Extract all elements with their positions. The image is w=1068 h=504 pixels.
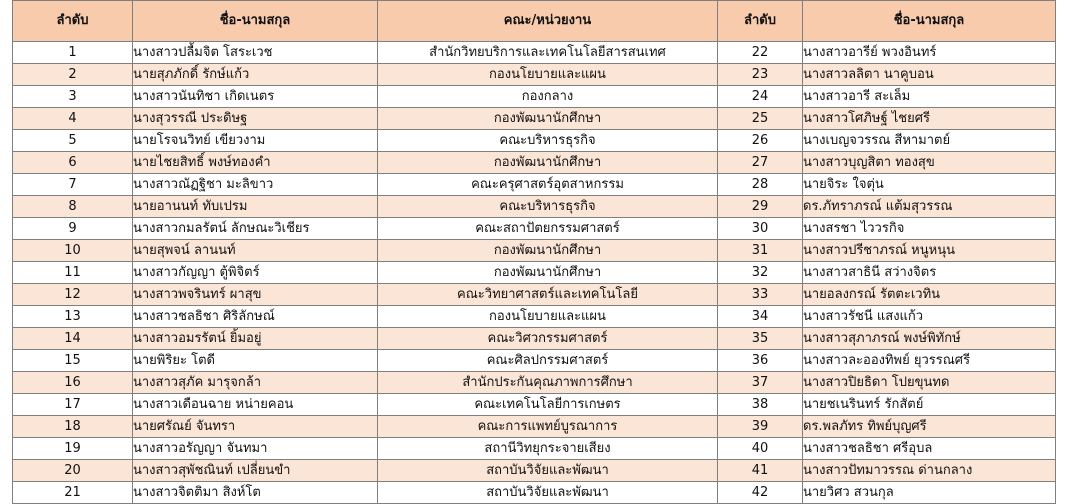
row-name-2: นางสาวปัทมาวรรณ ด่านกลาง xyxy=(803,460,1056,482)
row-number: 19 xyxy=(13,438,133,460)
row-name-2: นายวิศว สวนกุล xyxy=(803,482,1056,504)
row-name: นางสาวเดือนฉาย หน่ายคอน xyxy=(133,394,378,416)
row-department: คณะบริหารธุรกิจ xyxy=(378,196,718,218)
row-number-2: 27 xyxy=(718,152,803,174)
row-department: คณะวิศวกรรมศาสตร์ xyxy=(378,328,718,350)
row-name-2: นายชเนรินทร์ รักสัตย์ xyxy=(803,394,1056,416)
table-row xyxy=(13,328,1056,350)
row-name: นายสุภภักดิ์ รักษ์แก้ว xyxy=(133,64,378,86)
row-number: 21 xyxy=(13,482,133,504)
row-number-2: 31 xyxy=(718,240,803,262)
row-department: กองนโยบายและแผน xyxy=(378,306,718,328)
row-name: นางสาวกัญญา ตู้พิจิตร์ xyxy=(133,262,378,284)
row-department: กองพัฒนานักศึกษา xyxy=(378,262,718,284)
row-department: กองนโยบายและแผน xyxy=(378,64,718,86)
row-number: 8 xyxy=(13,196,133,218)
table-row xyxy=(13,438,1056,460)
row-department: กองกลาง xyxy=(378,86,718,108)
table-row xyxy=(13,394,1056,416)
row-department: สถานีวิทยุกระจายเสียง xyxy=(378,438,718,460)
row-department: สำนักวิทยบริการและเทคโนโลยีสารสนเทศ xyxy=(378,42,718,64)
table-row xyxy=(13,108,1056,130)
row-number: 14 xyxy=(13,328,133,350)
row-number: 3 xyxy=(13,86,133,108)
row-number-2: 41 xyxy=(718,460,803,482)
row-name-2: นางสาวละอองทิพย์ ยุวรรณศรี xyxy=(803,350,1056,372)
row-name: นางสาวณัฏฐิชา มะลิขาว xyxy=(133,174,378,196)
row-name-2: นางสาวรัชนี แสงแก้ว xyxy=(803,306,1056,328)
row-name-2: นางสาวโศภิษฐ์ ไชยศรี xyxy=(803,108,1056,130)
row-name-2: นางสาวสุภาภรณ์ พงษ์พิทักษ์ xyxy=(803,328,1056,350)
row-name: นางสาวสุภัค มารุจกล้า xyxy=(133,372,378,394)
table-row xyxy=(13,130,1056,152)
table-row xyxy=(13,460,1056,482)
row-number: 20 xyxy=(13,460,133,482)
row-number-2: 39 xyxy=(718,416,803,438)
row-number-2: 25 xyxy=(718,108,803,130)
row-name-2: นางสาวอารี สะเล็ม xyxy=(803,86,1056,108)
table-row xyxy=(13,218,1056,240)
row-name-2: นางสาวสาธินี สว่างจิตร xyxy=(803,262,1056,284)
row-department: สถาบันวิจัยและพัฒนา xyxy=(378,482,718,504)
row-name: นางสาวชลธิชา ศิริลักษณ์ xyxy=(133,306,378,328)
row-name-2: นางสาวปรีชาภรณ์ หนูหนุน xyxy=(803,240,1056,262)
row-department: สถาบันวิจัยและพัฒนา xyxy=(378,460,718,482)
row-number: 15 xyxy=(13,350,133,372)
row-department: คณะสถาปัตยกรรมศาสตร์ xyxy=(378,218,718,240)
table-body xyxy=(13,42,1056,504)
header-name-2: ชื่อ-นามสกุล xyxy=(803,1,1056,42)
row-number: 13 xyxy=(13,306,133,328)
row-number-2: 23 xyxy=(718,64,803,86)
row-name-2: นางสาวลลิตา นาคูบอน xyxy=(803,64,1056,86)
row-name-2: นางสาวปิยธิดา โปยขุนทด xyxy=(803,372,1056,394)
row-department: คณะเทคโนโลยีการเกษตร xyxy=(378,394,718,416)
row-name-2: ดร.ภัทราภรณ์ แต้มสุวรรณ xyxy=(803,196,1056,218)
table-row xyxy=(13,64,1056,86)
table-row xyxy=(13,372,1056,394)
row-name-2: นางสาวบุญสิตา ทองสุข xyxy=(803,152,1056,174)
row-department: คณะบริหารธุรกิจ xyxy=(378,130,718,152)
header-order: ลำดับ xyxy=(13,1,133,42)
row-number-2: 24 xyxy=(718,86,803,108)
row-name: นางสาวสุพัชณินท์ เปลี่ยนขำ xyxy=(133,460,378,482)
row-number-2: 22 xyxy=(718,42,803,64)
row-name: นางสาวปลื้มจิต โสระเวช xyxy=(133,42,378,64)
header-department: คณะ/หน่วยงาน xyxy=(378,1,718,42)
row-name: นายสุพจน์ ลานนท์ xyxy=(133,240,378,262)
row-number-2: 35 xyxy=(718,328,803,350)
table-row xyxy=(13,152,1056,174)
row-name: นางสาวนันทิชา เกิดเนตร xyxy=(133,86,378,108)
row-name-2: ดร.พลภัทร ทิพย์บุญศรี xyxy=(803,416,1056,438)
table-row xyxy=(13,284,1056,306)
row-number-2: 36 xyxy=(718,350,803,372)
row-number-2: 28 xyxy=(718,174,803,196)
row-number: 9 xyxy=(13,218,133,240)
header-row xyxy=(13,1,1056,42)
row-department: กองพัฒนานักศึกษา xyxy=(378,240,718,262)
row-number-2: 33 xyxy=(718,284,803,306)
row-name-2: นางเบญจวรรณ สีหามาตย์ xyxy=(803,130,1056,152)
table-row xyxy=(13,306,1056,328)
row-name-2: นายจิระ ใจตุ่น xyxy=(803,174,1056,196)
row-number-2: 34 xyxy=(718,306,803,328)
row-number-2: 42 xyxy=(718,482,803,504)
row-number: 2 xyxy=(13,64,133,86)
row-name: นายโรจนวิทย์ เขียวงาม xyxy=(133,130,378,152)
header-order-2: ลำดับ xyxy=(718,1,803,42)
table-row xyxy=(13,240,1056,262)
row-name: นางสาวกมลรัตน์ ลักษณะวิเชียร xyxy=(133,218,378,240)
row-name-2: นางสาวอารีย์ พวงอินทร์ xyxy=(803,42,1056,64)
row-name: นายไชยสิทธิ์ พงษ์ทองคำ xyxy=(133,152,378,174)
row-number: 12 xyxy=(13,284,133,306)
row-name: นางสาวพจรินทร์ ผาสุข xyxy=(133,284,378,306)
staff-roster-table xyxy=(12,0,1056,504)
table-row xyxy=(13,482,1056,504)
row-number: 1 xyxy=(13,42,133,64)
row-name: นายศรัณย์ จันทรา xyxy=(133,416,378,438)
row-name-2: นางสรชา ไววรกิจ xyxy=(803,218,1056,240)
row-name: นางสาวจิตติมา สิงห์โต xyxy=(133,482,378,504)
table-row xyxy=(13,196,1056,218)
row-number: 16 xyxy=(13,372,133,394)
header-name: ชื่อ-นามสกุล xyxy=(133,1,378,42)
row-number: 17 xyxy=(13,394,133,416)
row-department: คณะการแพทย์บูรณาการ xyxy=(378,416,718,438)
row-department: กองพัฒนานักศึกษา xyxy=(378,152,718,174)
row-name: นางสุวรรณี ประดิษฐ xyxy=(133,108,378,130)
row-number-2: 32 xyxy=(718,262,803,284)
table-row xyxy=(13,262,1056,284)
row-number-2: 38 xyxy=(718,394,803,416)
row-number-2: 26 xyxy=(718,130,803,152)
table-row xyxy=(13,174,1056,196)
row-number: 7 xyxy=(13,174,133,196)
row-number-2: 29 xyxy=(718,196,803,218)
row-name-2: นางสาวชลธิชา ศรีอุบล xyxy=(803,438,1056,460)
row-department: คณะศิลปกรรมศาสตร์ xyxy=(378,350,718,372)
row-name: นางสาวอมรรัตน์ ยิ้มอยู่ xyxy=(133,328,378,350)
row-department: คณะครุศาสตร์อุตสาหกรรม xyxy=(378,174,718,196)
row-number: 5 xyxy=(13,130,133,152)
row-name-2: นายอลงกรณ์ รัตตะเวทิน xyxy=(803,284,1056,306)
row-number-2: 37 xyxy=(718,372,803,394)
row-name: นางสาวอรัญญา จันทมา xyxy=(133,438,378,460)
row-number-2: 40 xyxy=(718,438,803,460)
row-name: นายพิริยะ โตดี xyxy=(133,350,378,372)
table-row xyxy=(13,86,1056,108)
row-name: นายอานนท์ ทับเปรม xyxy=(133,196,378,218)
row-department: สำนักประกันคุณภาพการศึกษา xyxy=(378,372,718,394)
row-department: คณะวิทยาศาสตร์และเทคโนโลยี xyxy=(378,284,718,306)
row-number: 6 xyxy=(13,152,133,174)
table-row xyxy=(13,350,1056,372)
row-number: 10 xyxy=(13,240,133,262)
row-number: 4 xyxy=(13,108,133,130)
row-number: 11 xyxy=(13,262,133,284)
row-number: 18 xyxy=(13,416,133,438)
table-row xyxy=(13,416,1056,438)
row-number-2: 30 xyxy=(718,218,803,240)
row-department: กองพัฒนานักศึกษา xyxy=(378,108,718,130)
table-row xyxy=(13,42,1056,64)
